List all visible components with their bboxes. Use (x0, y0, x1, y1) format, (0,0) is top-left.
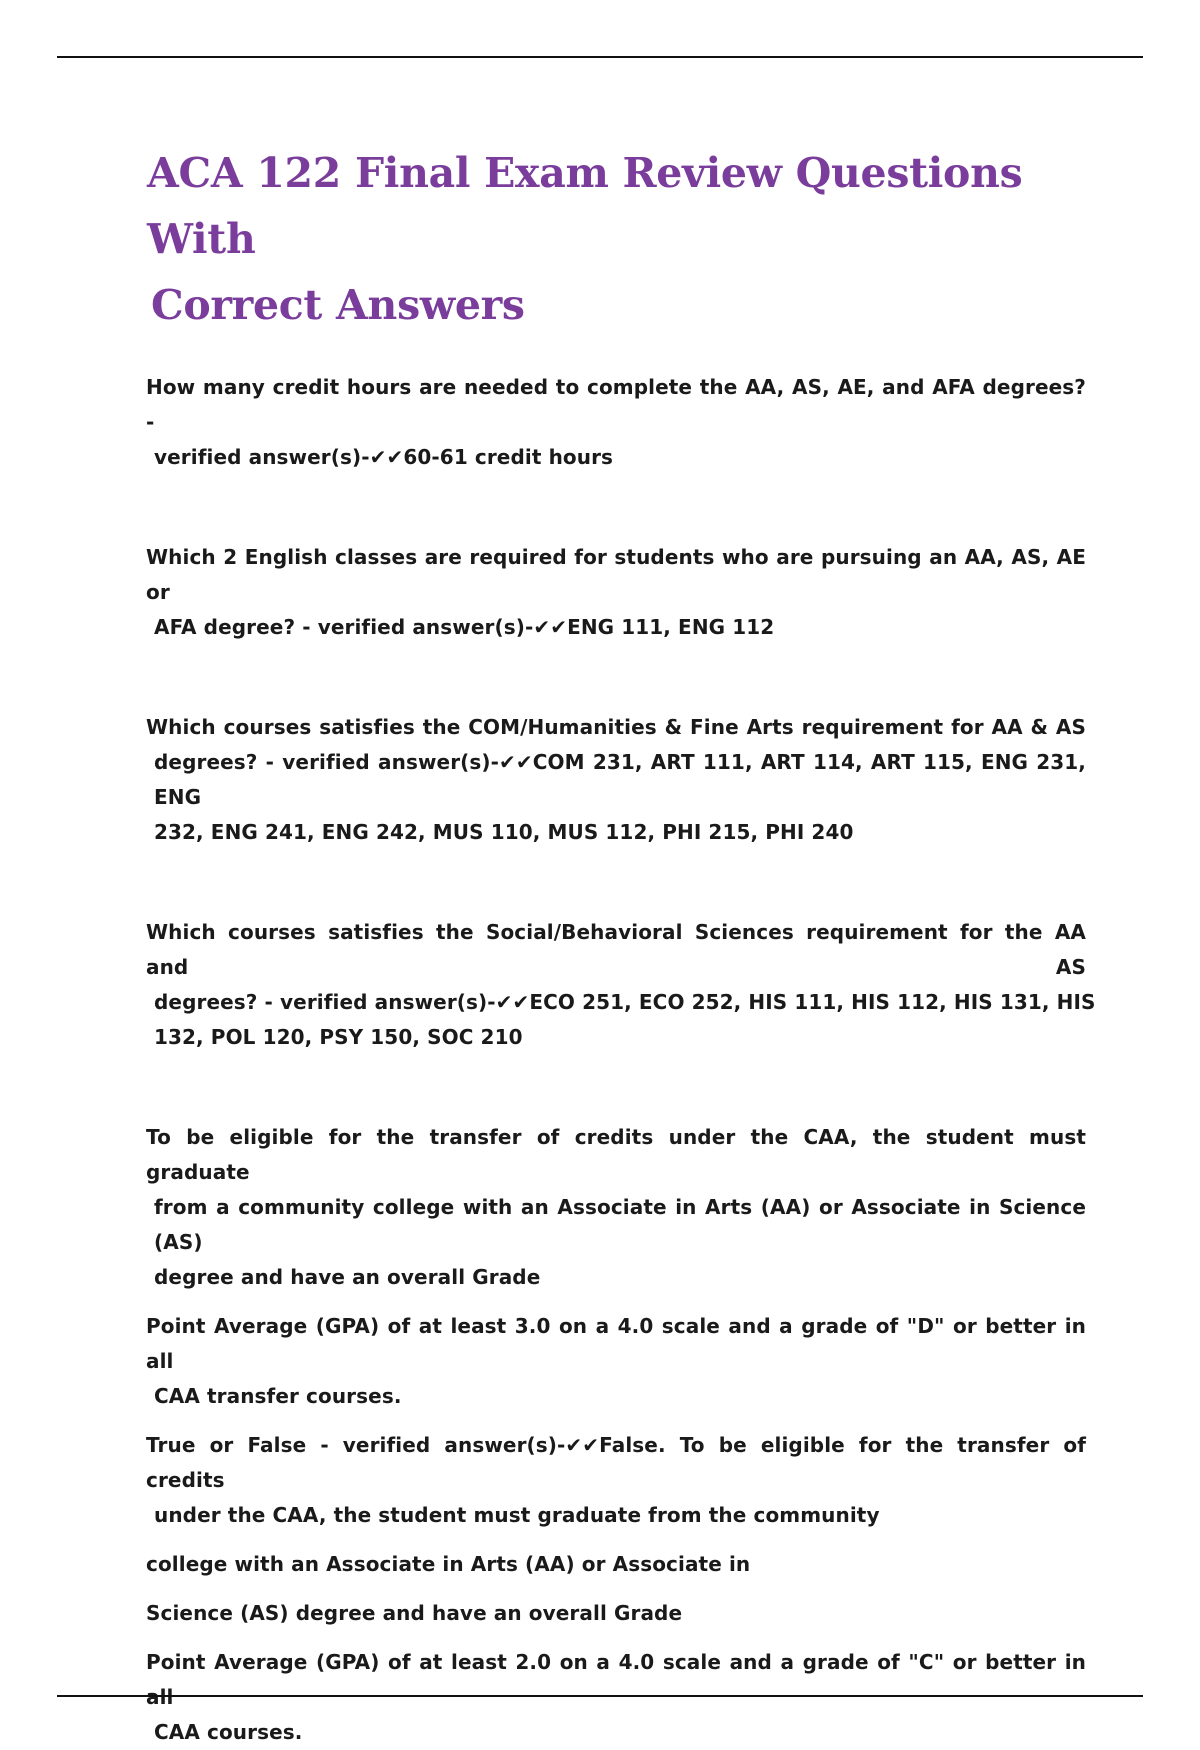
text-line: 132, POL 120, PSY 150, SOC 210 (154, 1025, 523, 1049)
text-line: Which courses satisfies the Social/Behavioral Sciences requirement for the AA and AS (146, 920, 1086, 979)
question-block-1 (146, 370, 1086, 475)
question-block-2 (146, 540, 1086, 645)
text-line: from a community college with an Associate in Arts (AA) or Associate in Science (AS) (154, 1195, 1086, 1254)
text-line: degrees? - verified answer(s)-✔✔COM 231, ART 111, ART 114, ART 115, ENG 231, ENG (154, 750, 1086, 809)
question-block-3 (146, 710, 1086, 850)
text-line: Science (AS) degree and have an overall Grade (146, 1601, 683, 1625)
document-title (147, 140, 1107, 338)
document-body (146, 370, 1096, 1750)
bottom-divider (57, 1695, 1143, 1697)
answer-block-5 (146, 1428, 1086, 1533)
top-divider (57, 56, 1143, 58)
answer-block-5-continued-2 (146, 1596, 1086, 1631)
title-line-2: Correct Answers (151, 281, 525, 329)
text-line: Point Average (GPA) of at least 2.0 on a 4.0 scale and a grade of "C" or better in all (146, 1650, 1086, 1709)
answer-block-5-continued-3 (146, 1645, 1086, 1750)
text-line: How many credit hours are needed to complete the AA, AS, AE, and AFA degrees? - (146, 375, 1086, 434)
question-block-5 (146, 1120, 1086, 1295)
answer-block-5-continued-1 (146, 1547, 1086, 1582)
text-line: CAA courses. (154, 1720, 303, 1744)
question-block-5-continued (146, 1309, 1086, 1414)
text-line: under the CAA, the student must graduate from the community (154, 1503, 880, 1527)
text-line: Point Average (GPA) of at least 3.0 on a 4.0 scale and a grade of "D" or better in all (146, 1314, 1086, 1373)
text-line: True or False - verified answer(s)-✔✔False. To be eligible for the transfer of credits (146, 1433, 1086, 1492)
text-line: AFA degree? - verified answer(s)-✔✔ENG 111, ENG 112 (154, 615, 775, 639)
question-block-4 (146, 915, 1096, 1055)
text-line: verified answer(s)-✔✔60-61 credit hours (154, 445, 614, 469)
text-line: CAA transfer courses. (154, 1384, 402, 1408)
title-line-1: ACA 122 Final Exam Review Questions With (147, 149, 1023, 263)
text-line: 232, ENG 241, ENG 242, MUS 110, MUS 112, PHI 215, PHI 240 (154, 820, 854, 844)
text-line: college with an Associate in Arts (AA) or Associate in (146, 1552, 751, 1576)
text-line: degrees? - verified answer(s)-✔✔ECO 251, ECO 252, HIS 111, HIS 112, HIS 131, HIS (154, 990, 1096, 1014)
text-line: Which 2 English classes are required for students who are pursuing an AA, AS, AE or (146, 545, 1086, 604)
text-line: To be eligible for the transfer of credits under the CAA, the student must graduate (146, 1125, 1086, 1184)
text-line: Which courses satisfies the COM/Humanities & Fine Arts requirement for AA & AS (146, 715, 1086, 739)
text-line: degree and have an overall Grade (154, 1265, 541, 1289)
